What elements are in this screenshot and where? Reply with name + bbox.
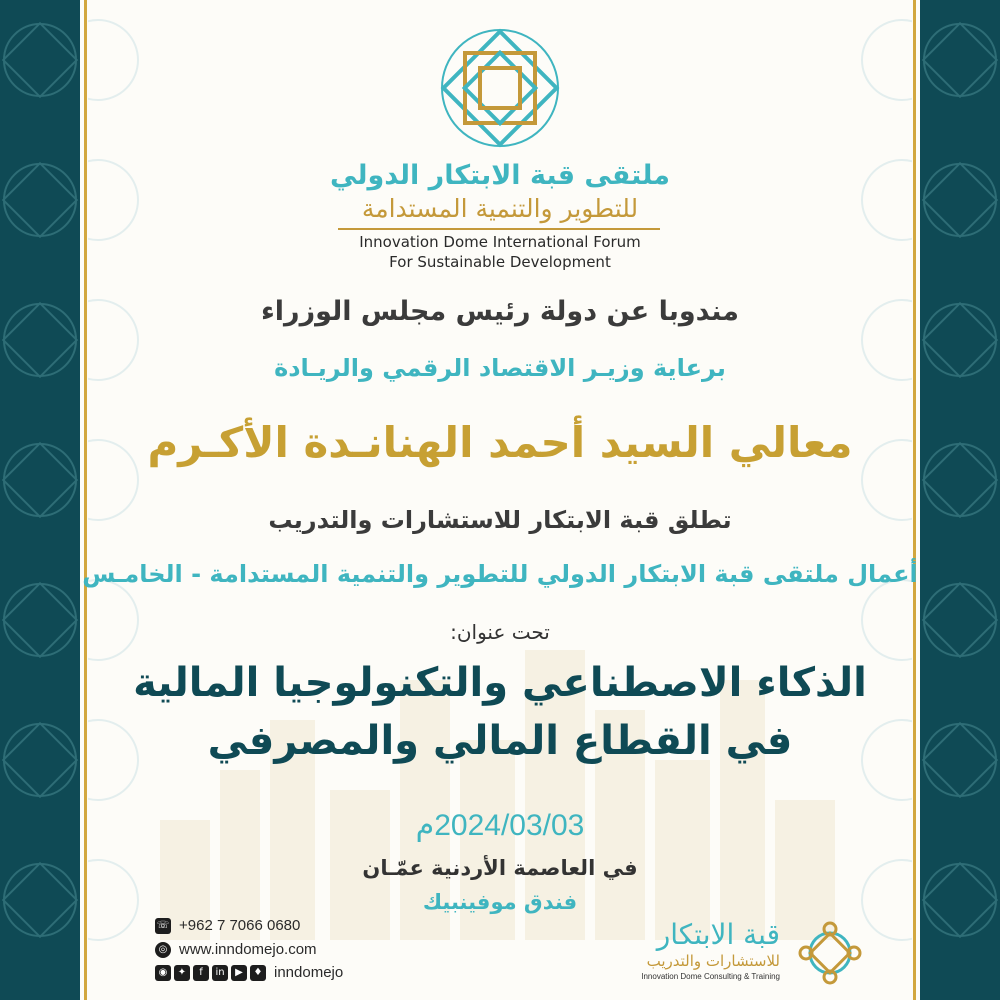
- minister-name: معالي السيد أحمد الهنانـدة الأكـرم: [147, 418, 853, 467]
- logo-subtitle-arabic: للتطوير والتنمية المستدامة: [361, 194, 639, 223]
- social-icons: [155, 965, 266, 981]
- phone-number[interactable]: +962 7 7066 0680: [179, 917, 301, 934]
- brand-name-arabic: قبة الابتكار: [656, 918, 780, 951]
- logo-subtitle-english: For Sustainable Development: [389, 253, 611, 271]
- contact-social: [155, 964, 343, 981]
- logo-divider: [338, 228, 660, 230]
- gold-divider-left: [84, 0, 87, 1000]
- contact-website: [155, 941, 317, 958]
- headline-line-1: الذكاء الاصطناعي والتكنولوجيا المالية: [133, 660, 867, 706]
- instagram-icon[interactable]: ◉: [155, 965, 171, 981]
- social-handle[interactable]: inndomejo: [274, 964, 344, 981]
- right-border: [920, 0, 1000, 1000]
- delegate-line: مندوبا عن دولة رئيس مجلس الوزراء: [261, 296, 739, 327]
- youtube-icon[interactable]: ▶: [231, 965, 247, 981]
- facebook-icon[interactable]: f: [193, 965, 209, 981]
- globe-icon: ◎: [155, 942, 171, 958]
- brand-name-english: Innovation Dome Consulting & Training: [641, 972, 780, 981]
- brand-logo: [620, 918, 870, 990]
- right-ornament-pattern: [920, 0, 1000, 1000]
- content-panel: [80, 0, 920, 1000]
- left-ornament-pattern: [0, 0, 80, 1000]
- gold-divider-right: [913, 0, 916, 1000]
- website-link[interactable]: www.inndomejo.com: [179, 941, 317, 958]
- headline-line-2: في القطاع المالي والمصرفي: [207, 718, 793, 764]
- venue-line: فندق موفينبيك: [422, 890, 578, 914]
- left-border: [0, 0, 80, 1000]
- date-value: 2024/03/03: [434, 809, 585, 842]
- phone-icon: ☏: [155, 918, 171, 934]
- twitter-icon[interactable]: ✦: [174, 965, 190, 981]
- logo-title-english: Innovation Dome International Forum: [359, 233, 641, 251]
- forum-logo-icon: [418, 18, 582, 158]
- forum-line: أعمال ملتقى قبة الابتكار الدولي للتطوير والتنمية المستدامة - الخامـس: [82, 560, 918, 588]
- snapchat-icon[interactable]: ♦: [250, 965, 266, 981]
- linkedin-icon[interactable]: in: [212, 965, 228, 981]
- contact-phone: [155, 917, 300, 934]
- brand-tagline-arabic: للاستشارات والتدريب: [646, 952, 780, 970]
- brand-mark-icon: [790, 920, 870, 986]
- location-line: في العاصمة الأردنية عمّـان: [362, 856, 638, 880]
- date-suffix: م: [415, 808, 435, 843]
- under-title-label: تحت عنوان:: [450, 620, 550, 644]
- event-date: [80, 808, 920, 843]
- patronage-line: برعاية وزيـر الاقتصاد الرقمي والريـادة: [274, 354, 726, 382]
- launch-line: تطلق قبة الابتكار للاستشارات والتدريب: [268, 506, 732, 534]
- logo-title-arabic: ملتقى قبة الابتكار الدولي: [330, 160, 670, 191]
